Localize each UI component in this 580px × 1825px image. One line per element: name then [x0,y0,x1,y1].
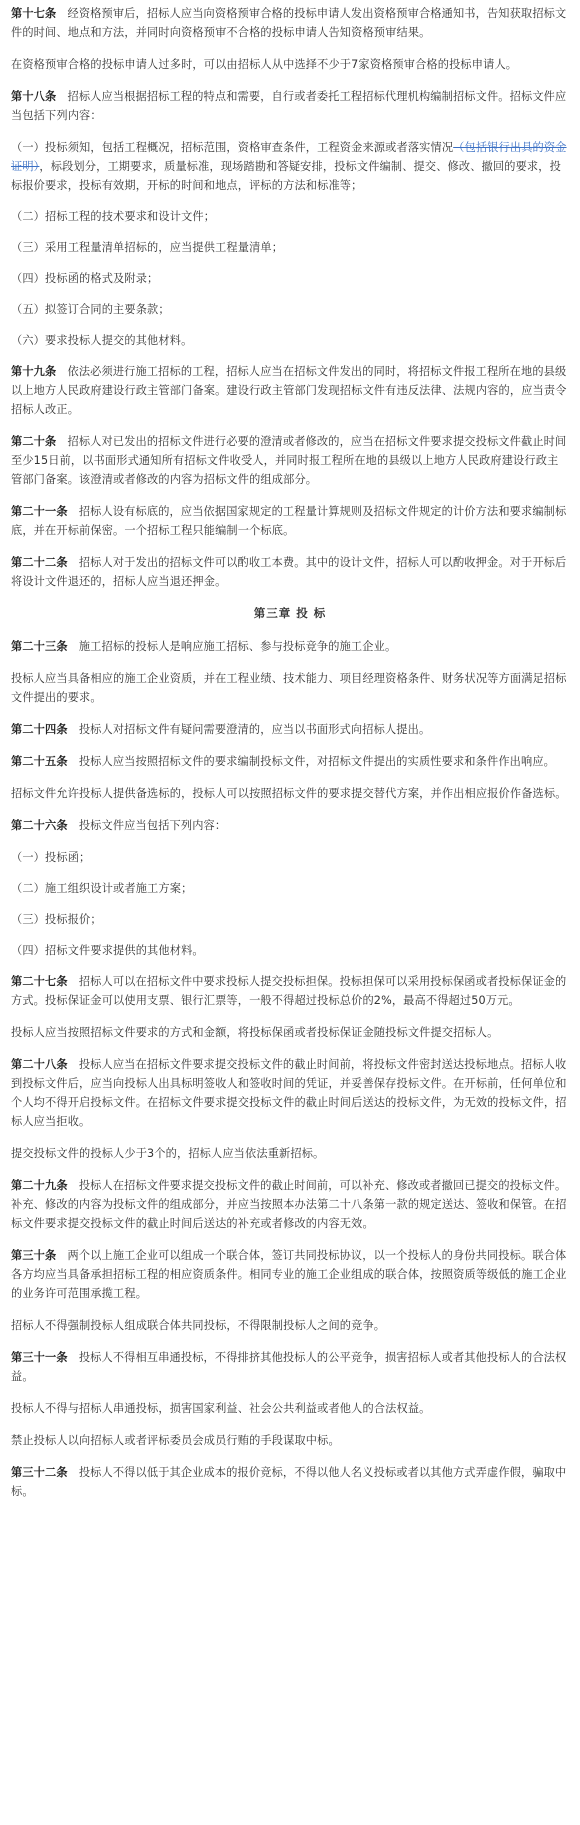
article-text: 投标人对招标文件有疑问需要澄清的，应当以书面形式向招标人提出。 [78,723,431,736]
list-item: （三）采用工程量清单招标的，应当提供工程量清单； [11,241,284,254]
paragraph: 招标人不得强制投标人组成联合体共同投标，不得限制投标人之间的竞争。 [11,1319,386,1332]
article-23 [11,637,569,656]
list-item: （四）投标函的格式及附录； [11,272,159,285]
article-number: 第十九条 [11,365,57,378]
article-text: 投标人应当在招标文件要求提交投标文件的截止时间前，将投标文件密封送达投标地点。招标人收到投标文件后，应当向投标人出具标明签收人和签收时间的凭证，并妥善保存投标文件。在开标前，任何单位和个人均不得开启投标文件。在招标文件要求提交投标文件的截止时间后送达的投标文件，为无效的投标文件，招标人应当拒收。 [11,1058,567,1128]
list-item: （四）招标文件要求提供的其他材料。 [11,944,204,957]
paragraph: 投标人应当具备相应的施工企业资质，并在工程业绩、技术能力、项目经理资格条件、财务状况等方面满足招标文件提出的要求。 [11,672,567,704]
document-body [0,4,580,1501]
paragraph: 禁止投标人以向招标人或者评标委员会成员行贿的手段谋取中标。 [11,1434,340,1447]
article-text: 投标人不得以低于其企业成本的报价竞标，不得以他人名义投标或者以其他方式弄虚作假，骗取中标。 [11,1466,567,1498]
article-text: 施工招标的投标人是响应施工招标、参与投标竞争的施工企业。 [78,640,397,653]
article-number: 第二十五条 [11,755,68,768]
paragraph: 在资格预审合格的投标申请人过多时，可以由招标人从中选择不少于7家资格预审合格的投标申请人。 [11,58,518,71]
article-text: 招标人对于发出的招标文件可以酌收工本费。其中的设计文件，招标人可以酌收押金。对于开标后将设计文件退还的，招标人应当退还押金。 [11,556,567,588]
article-number: 第二十四条 [11,723,68,736]
article-number: 第二十九条 [11,1179,68,1192]
list-item [11,138,569,195]
article-22 [11,553,569,591]
article-19 [11,362,569,419]
article-18 [11,87,569,125]
struck-text: （包括银行出具的资金证明） [11,141,567,173]
article-27 [11,972,569,1010]
article-text: 招标人可以在招标文件中要求投标人提交投标担保。投标担保可以采用投标保函或者投标保证金的方式。投标保证金可以使用支票、银行汇票等，一般不得超过投标总价的2%，最高不得超过50万元。 [11,975,567,1007]
list-item: （二）施工组织设计或者施工方案； [11,882,193,895]
article-number: 第十七条 [11,7,57,20]
chapter-heading: 第三章 投 标 [253,606,327,620]
list-item: （一）投标函； [11,851,91,864]
paragraph: 投标人不得与招标人串通投标，损害国家利益、社会公共利益或者他人的合法权益。 [11,1402,431,1415]
article-text: 招标人应当根据招标工程的特点和需要，自行或者委托工程招标代理机构编制招标文件。招标文件应当包括下列内容： [11,90,567,122]
list-item: （五）拟签订合同的主要条款； [11,303,170,316]
article-number: 第二十一条 [11,505,68,518]
item-text: ，标段划分，工期要求，质量标准，现场踏勘和答疑安排，投标文件编制、提交、修改、撤回的要求，投标报价要求，投标有效期，开标的时间和地点，评标的方法和标准等； [11,160,561,192]
paragraph: 投标人应当按照招标文件要求的方式和金额，将投标保函或者投标保证金随投标文件提交招标人。 [11,1026,499,1039]
article-24 [11,720,569,739]
article-number: 第三十二条 [11,1466,68,1479]
article-32 [11,1463,569,1501]
article-number: 第二十八条 [11,1058,68,1071]
article-28 [11,1055,569,1131]
article-number: 第二十三条 [11,640,68,653]
article-30 [11,1246,569,1303]
article-29 [11,1176,569,1233]
article-number: 第十八条 [11,90,57,103]
article-text: 招标人设有标底的，应当依据国家规定的工程量计算规则及招标文件规定的计价方法和要求编制标底，并在开标前保密。一个招标工程只能编制一个标底。 [11,505,567,537]
article-number: 第二十二条 [11,556,68,569]
article-text: 招标人对已发出的招标文件进行必要的澄清或者修改的，应当在招标文件要求提交投标文件截止时间至少15日前，以书面形式通知所有招标文件收受人，并同时报工程所在地的县级以上地方人民政府建设行政主管部门备案。该澄清或者修改的内容为招标文件的组成部分。 [11,435,567,486]
article-number: 第二十六条 [11,819,68,832]
article-25 [11,752,569,771]
list-item: （六）要求投标人提交的其他材料。 [11,334,193,347]
article-text: 投标人在招标文件要求提交投标文件的截止时间前，可以补充、修改或者撤回已提交的投标文件。补充、修改的内容为投标文件的组成部分，并应当按照本办法第二十八条第一款的规定送达、签收和保管。在招标文件要求提交投标文件的截止时间后送达的补充或者修改的内容无效。 [11,1179,567,1230]
article-31 [11,1348,569,1386]
list-item: （三）投标报价； [11,913,102,926]
article-text: 投标人应当按照招标文件的要求编制投标文件，对招标文件提出的实质性要求和条件作出响应。 [78,755,556,768]
paragraph: 提交投标文件的投标人少于3个的，招标人应当依法重新招标。 [11,1147,325,1160]
article-number: 第三十条 [11,1249,57,1262]
article-17 [11,4,569,42]
item-text: （一）投标须知，包括工程概况，招标范围，资格审查条件，工程资金来源或者落实情况 [11,141,454,154]
list-item: （二）招标工程的技术要求和设计文件； [11,210,216,223]
paragraph: 招标文件允许投标人提供备选标的，投标人可以按照招标文件的要求提交替代方案，并作出相应报价作备选标。 [11,787,567,800]
article-number: 第二十七条 [11,975,68,988]
article-text: 两个以上施工企业可以组成一个联合体，签订共同投标协议，以一个投标人的身份共同投标。联合体各方均应当具备承担招标工程的相应资质条件。相同专业的施工企业组成的联合体，按照资质等级低的施工企业的业务许可范围承揽工程。 [11,1249,567,1300]
article-text: 投标文件应当包括下列内容： [78,819,227,832]
article-21 [11,502,569,540]
article-20 [11,432,569,489]
article-text: 依法必须进行施工招标的工程，招标人应当在招标文件发出的同时，将招标文件报工程所在地的县级以上地方人民政府建设行政主管部门备案。建设行政主管部门发现招标文件有违反法律、法规内容的，应当责令招标人改正。 [11,365,567,416]
article-text: 经资格预审后，招标人应当向资格预审合格的投标申请人发出资格预审合格通知书，告知获取招标文件的时间、地点和方法，并同时向资格预审不合格的投标申请人告知资格预审结果。 [11,7,567,39]
article-26 [11,816,569,835]
article-number: 第三十一条 [11,1351,68,1364]
article-number: 第二十条 [11,435,57,448]
article-text: 投标人不得相互串通投标，不得排挤其他投标人的公平竞争，损害招标人或者其他投标人的合法权益。 [11,1351,567,1383]
